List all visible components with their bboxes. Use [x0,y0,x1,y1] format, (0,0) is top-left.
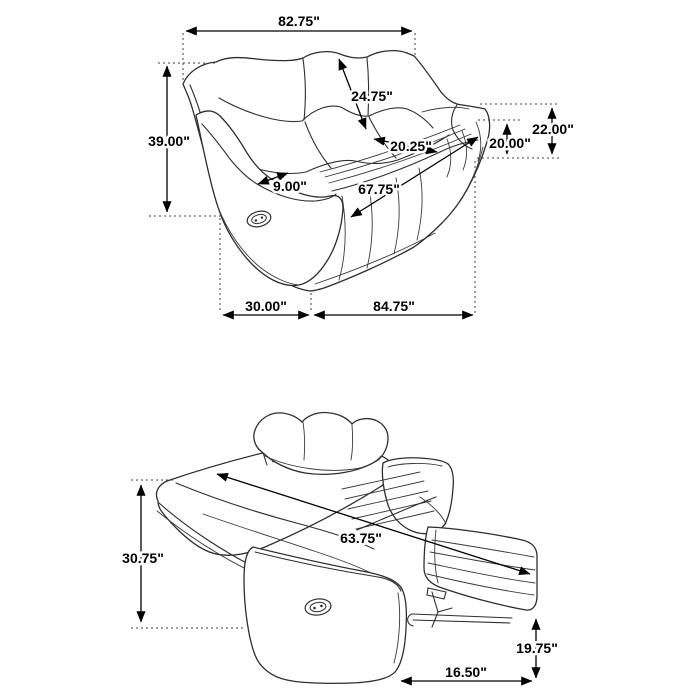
dim-label-height: 39.00" [148,133,190,149]
reclined-right-arm [382,458,453,534]
dim-label-reclined-height: 30.75" [122,550,164,566]
dim-label-reclined-length: 63.75" [340,530,382,546]
dim-label-arm-height: 22.00" [532,121,574,137]
extended-footrest [424,527,537,610]
dim-label-width-front: 84.75" [373,298,415,314]
dim-label-arm-width: 9.00" [273,178,307,194]
sofa-upright-view [148,13,574,315]
dim-label-seat-height: 20.00" [489,135,531,151]
dim-label-footrest-height: 19.75" [516,640,558,656]
dim-label-width-back: 82.75" [278,13,320,29]
dim-label-seat-depth: 20.25" [390,138,432,154]
sofa-reclined-view [122,412,558,683]
dim-label-base-depth: 30.00" [245,298,287,314]
dim-label-seat-width: 67.75" [358,181,400,197]
dim-label-back-height: 24.75" [351,88,393,104]
dim-label-footrest-extension: 16.50" [445,664,487,680]
